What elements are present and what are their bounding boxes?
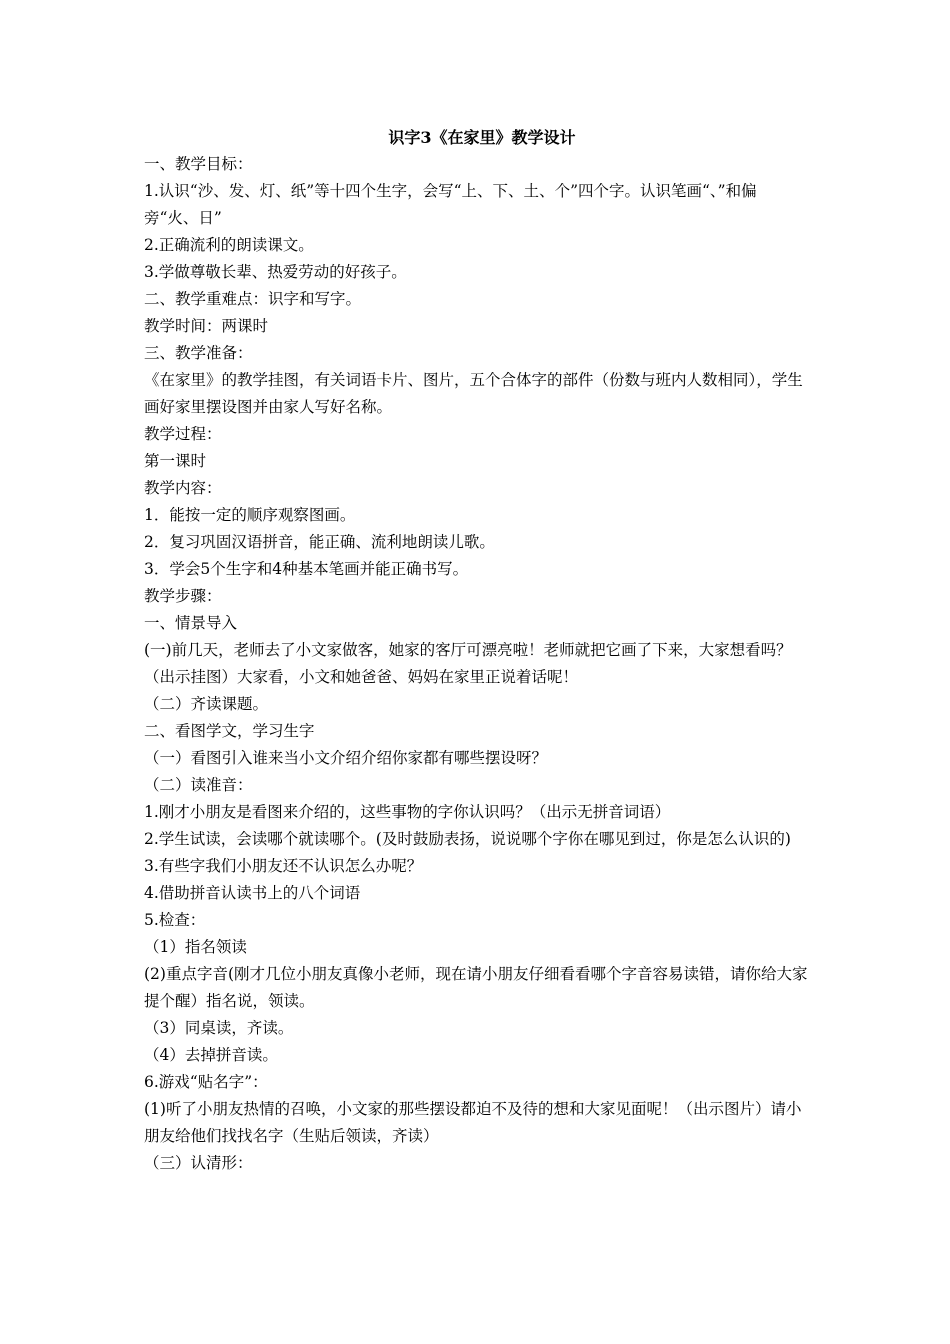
paragraph: 2.正确流利的朗读课文。 <box>144 236 314 254</box>
paragraph: 一、教学目标： <box>144 155 253 173</box>
paragraph: 教学步骤： <box>144 587 222 605</box>
paragraph: 《在家里》的教学挂图，有关词语卡片、图片，五个合体字的部件（份数与班内人数相同），学生画好家里摆设图并由家人写好名称。 <box>144 371 803 416</box>
document-body <box>144 124 808 1177</box>
paragraph: 1.刚才小朋友是看图来介绍的，这些事物的字你认识吗？（出示无拼音词语） <box>144 803 671 821</box>
paragraph: 教学内容： <box>144 479 222 497</box>
paragraph: （一）看图引入谁来当小文介绍介绍你家都有哪些摆设呀？ <box>144 749 548 767</box>
paragraph: （4）去掉拼音读。 <box>144 1046 278 1064</box>
paragraph: 5.检查： <box>144 911 206 929</box>
paragraph: 3.有些字我们小朋友还不认识怎么办呢？ <box>144 857 423 875</box>
paragraph: 6.游戏“贴名字”： <box>144 1073 268 1091</box>
paragraph: (一)前几天，老师去了小文家做客，她家的客厅可漂亮啦！老师就把它画了下来，大家想看吗？（出示挂图）大家看，小文和她爸爸、妈妈在家里正说着话呢！ <box>144 641 792 686</box>
paragraph: 教学时间：两课时 <box>144 317 269 335</box>
paragraph: （1）指名领读 <box>144 938 247 956</box>
paragraph: （三）认清形： <box>144 1154 253 1172</box>
paragraph: 3.学做尊敬长辈、热爱劳动的好孩子。 <box>144 263 407 281</box>
paragraph: (2)重点字音(刚才几位小朋友真像小老师，现在请小朋友仔细看看哪个字音容易读错，请你给大家提个醒）指名说，领读。 <box>144 965 808 1010</box>
paragraph: 4.借助拼音认读书上的八个词语 <box>144 884 361 902</box>
paragraph: 2．复习巩固汉语拼音，能正确、流利地朗读儿歌。 <box>144 533 495 551</box>
paragraph: 3．学会5个生字和4种基本笔画并能正确书写。 <box>144 560 469 578</box>
paragraph: 第一课时 <box>144 452 207 470</box>
paragraph: 1．能按一定的顺序观察图画。 <box>144 506 356 524</box>
paragraph: 二、教学重难点：识字和写字。 <box>144 290 362 308</box>
paragraph: 一、情景导入 <box>144 614 238 632</box>
paragraph: 二、看图学文，学习生字 <box>144 722 315 740</box>
document-title: 识字3《在家里》教学设计 <box>388 128 576 147</box>
paragraph: （3）同桌读，齐读。 <box>144 1019 294 1037</box>
paragraph: 2.学生试读，会读哪个就读哪个。(及时鼓励表扬，说说哪个字你在哪见到过，你是怎么认识的) <box>144 830 791 848</box>
paragraph: 教学过程： <box>144 425 222 443</box>
paragraph: （二）齐读课题。 <box>144 695 269 713</box>
paragraph: 三、教学准备： <box>144 344 253 362</box>
paragraph: (1)听了小朋友热情的召唤，小文家的那些摆设都迫不及待的想和大家见面呢！（出示图片）请小朋友给他们找找名字（生贴后领读，齐读） <box>144 1100 802 1145</box>
paragraph: 1.认识“沙、发、灯、纸”等十四个生字，会写“上、下、土、个”四个字。认识笔画“、”和偏旁“火、日” <box>144 182 757 227</box>
paragraph: （二）读准音： <box>144 776 253 794</box>
